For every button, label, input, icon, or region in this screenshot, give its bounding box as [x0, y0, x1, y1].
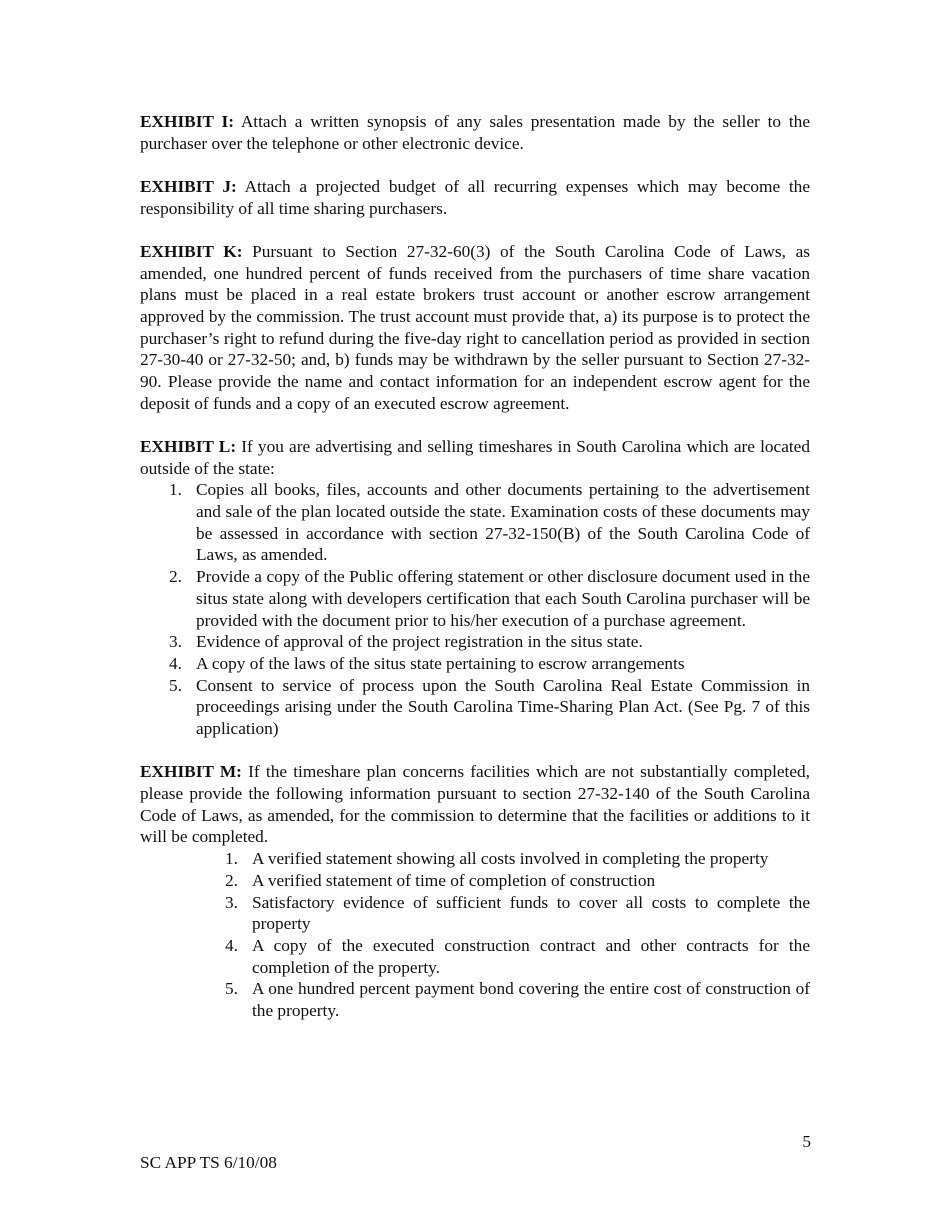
list-item-number: 4. [169, 653, 182, 673]
exhibit-k-label: EXHIBIT K: [140, 241, 243, 261]
list-item [140, 892, 810, 935]
list-item-text: A verified statement of time of completion of construction [252, 870, 656, 890]
exhibit-j [140, 176, 810, 219]
list-item [140, 479, 810, 566]
list-item [140, 978, 810, 1021]
list-item-text: A one hundred percent payment bond covering the entire cost of construction of the property. [252, 979, 810, 1021]
list-item-text: A verified statement showing all costs involved in completing the property [252, 849, 769, 869]
list-item [140, 675, 810, 740]
exhibit-l [140, 436, 810, 740]
list-item [140, 935, 810, 978]
list-item [140, 848, 810, 870]
list-item-number: 1. [169, 480, 182, 500]
exhibit-l-label: EXHIBIT L: [140, 436, 237, 456]
list-item-text: Copies all books, files, accounts and other documents pertaining to the advertisement and sale of the plan located outside the state. Examination costs of these documents may be assessed in accordance with section 27-32-150(B) of the South Carolina Code of Laws, as amended. [196, 480, 810, 565]
list-item-number: 3. [169, 632, 182, 652]
exhibit-m-list [140, 848, 810, 1022]
list-item-text: Evidence of approval of the project registration in the situs state. [196, 632, 643, 652]
exhibit-k-paragraph [140, 241, 810, 415]
exhibit-m-paragraph [140, 761, 810, 848]
list-item-number: 4. [225, 935, 238, 955]
list-item [140, 870, 810, 892]
list-item-text: Provide a copy of the Public offering statement or other disclosure document used in the situs state along with developers certification that each South Carolina purchaser will be provided with the document prior to his/her execution of a purchase agreement. [196, 567, 810, 630]
exhibit-j-text: Attach a projected budget of all recurring expenses which may become the responsibility of all time sharing purchasers. [140, 176, 810, 218]
list-item-text: A copy of the laws of the situs state pertaining to escrow arrangements [196, 653, 685, 673]
exhibit-k [140, 241, 810, 415]
list-item [140, 653, 810, 675]
list-item-number: 5. [225, 979, 238, 999]
list-item [140, 566, 810, 631]
list-item-text: Consent to service of process upon the South Carolina Real Estate Commission in proceedings arising under the South Carolina Time-Sharing Plan Act. (See Pg. 7 of this application) [196, 675, 810, 739]
exhibit-i [140, 111, 810, 154]
page-number: 5 [802, 1132, 811, 1151]
list-item-number: 3. [225, 892, 238, 912]
exhibit-m [140, 761, 810, 1021]
exhibit-k-text: Pursuant to Section 27-32-60(3) of the South Carolina Code of Laws, as amended, one hundred percent of funds received from the purchasers of time share vacation plans must be placed in a real estate brokers trust account or another escrow arrangement approved by the commission. The trust account must provide that, a) its purpose is to protect the purchaser’s right to refund during the five-day right to cancellation period as provided in section 27-30-40 or 27-32-50; and, b) funds may be withdrawn by the seller pursuant to Section 27-32-90. Please provide the name and contact information for an independent escrow agent for the deposit of funds and a copy of an executed escrow agreement. [140, 241, 811, 413]
list-item-text: Satisfactory evidence of sufficient funds to cover all costs to complete the property [252, 892, 810, 934]
list-item-number: 2. [225, 870, 238, 890]
document-body [140, 111, 810, 1043]
exhibit-m-label: EXHIBIT M: [140, 762, 242, 782]
footer-form-id: SC APP TS 6/10/08 [140, 1153, 277, 1172]
list-item-number: 5. [169, 675, 182, 695]
list-item [140, 631, 810, 653]
exhibit-i-label: EXHIBIT I: [140, 112, 234, 131]
exhibit-l-paragraph [140, 436, 810, 479]
exhibit-l-list [140, 479, 810, 739]
exhibit-j-label: EXHIBIT J: [140, 176, 237, 196]
exhibit-l-text: If you are advertising and selling timeshares in South Carolina which are located outside of the state: [140, 436, 810, 478]
list-item-text: A copy of the executed construction contract and other contracts for the completion of the property. [252, 935, 810, 977]
exhibit-i-text: Attach a written synopsis of any sales presentation made by the seller to the purchaser over the telephone or other electronic device. [140, 112, 810, 153]
list-item-number: 2. [169, 567, 182, 587]
exhibit-i-paragraph [140, 111, 810, 154]
list-item-number: 1. [225, 849, 238, 869]
exhibit-j-paragraph [140, 176, 810, 219]
exhibit-m-text: If the timeshare plan concerns facilities which are not substantially completed, please provide the following information pursuant to section 27-32-140 of the South Carolina Code of Laws, as amended, for the commission to determine that the facilities or additions to it will be completed. [140, 762, 810, 847]
